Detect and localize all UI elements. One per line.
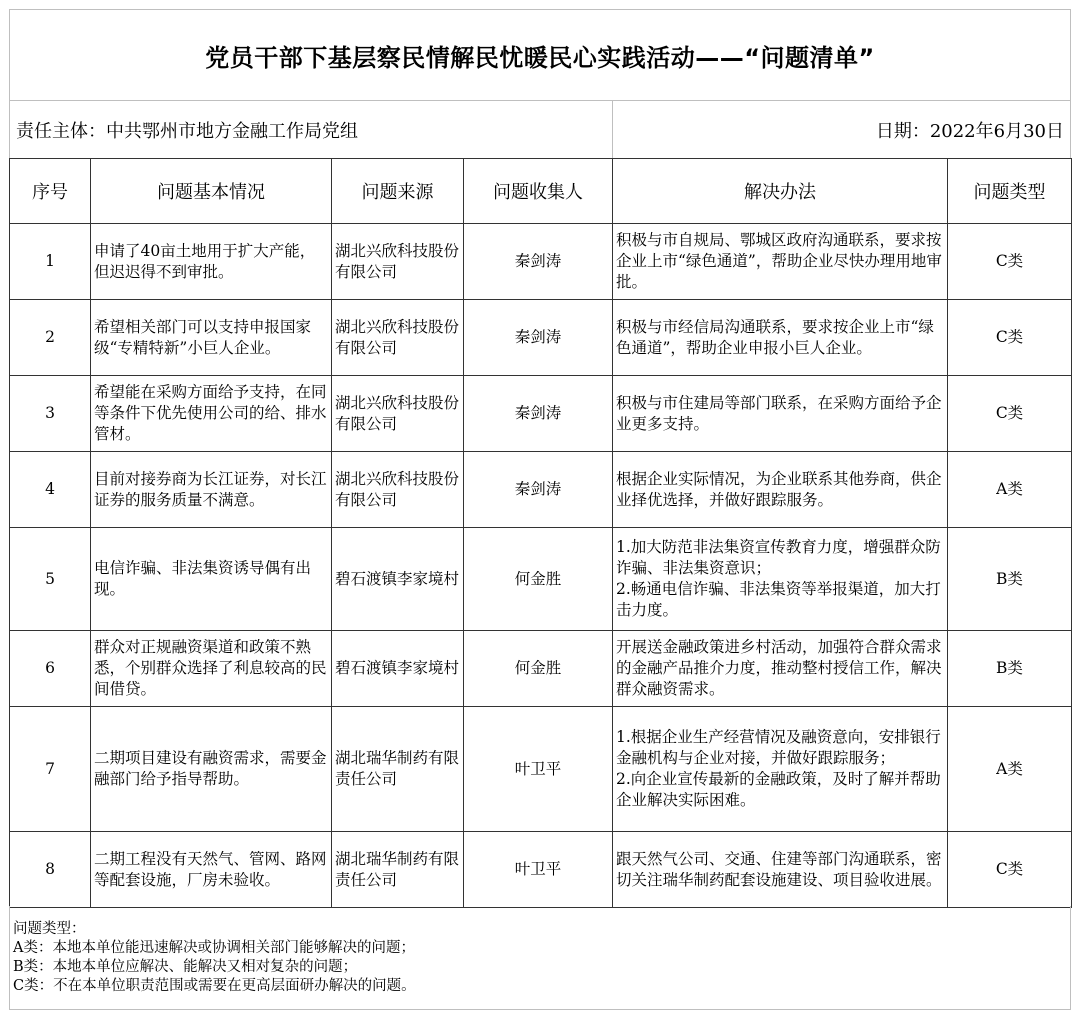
header-source: 问题来源 xyxy=(332,159,464,224)
cell-source: 湖北兴欣科技股份有限公司 xyxy=(332,452,464,528)
cell-solution: 开展送金融政策进乡村活动，加强符合群众需求的金融产品推介力度，推动整村授信工作，解决群众融资需求。 xyxy=(613,631,948,707)
cell-collector: 秦剑涛 xyxy=(464,224,613,300)
cell-source: 湖北兴欣科技股份有限公司 xyxy=(332,224,464,300)
header-type: 问题类型 xyxy=(948,159,1072,224)
cell-source: 碧石渡镇李家境村 xyxy=(332,528,464,631)
cell-type: A类 xyxy=(948,707,1072,832)
header-collector: 问题收集人 xyxy=(464,159,613,224)
table-row xyxy=(10,452,1072,528)
cell-no: 4 xyxy=(10,452,91,528)
note-type-c: C类：不在本单位职责范围或需要在更高层面研办解决的问题。 xyxy=(13,978,416,994)
note-type-b: B类：本地本单位应解决、能解决又相对复杂的问题； xyxy=(13,959,358,975)
cell-source: 湖北兴欣科技股份有限公司 xyxy=(332,300,464,376)
header-solution: 解决办法 xyxy=(613,159,948,224)
cell-type: A类 xyxy=(948,452,1072,528)
issue-table xyxy=(9,158,1072,908)
info-divider xyxy=(612,101,613,158)
cell-collector: 秦剑涛 xyxy=(464,452,613,528)
cell-issue: 希望能在采购方面给予支持，在同等条件下优先使用公司的给、排水管材。 xyxy=(91,376,332,452)
cell-type: C类 xyxy=(948,224,1072,300)
table-row xyxy=(10,224,1072,300)
cell-collector: 何金胜 xyxy=(464,528,613,631)
cell-source: 湖北兴欣科技股份有限公司 xyxy=(332,376,464,452)
cell-no: 2 xyxy=(10,300,91,376)
cell-collector: 何金胜 xyxy=(464,631,613,707)
cell-issue: 群众对正规融资渠道和政策不熟悉，个别群众选择了利息较高的民间借贷。 xyxy=(91,631,332,707)
cell-issue: 电信诈骗、非法集资诱导偶有出现。 xyxy=(91,528,332,631)
table-header-row xyxy=(10,159,1072,224)
cell-solution: 积极与市自规局、鄂城区政府沟通联系，要求按企业上市“绿色通道”，帮助企业尽快办理用地审批。 xyxy=(613,224,948,300)
cell-solution: 根据企业实际情况，为企业联系其他券商，供企业择优选择，并做好跟踪服务。 xyxy=(613,452,948,528)
cell-collector: 叶卫平 xyxy=(464,707,613,832)
notes-heading: 问题类型： xyxy=(13,921,86,937)
info-row xyxy=(9,100,1071,158)
table-row xyxy=(10,300,1072,376)
table-row xyxy=(10,376,1072,452)
page-title: 党员干部下基层察民情解民忧暖民心实践活动——“问题清单” xyxy=(205,43,875,72)
table-row xyxy=(10,631,1072,707)
cell-no: 5 xyxy=(10,528,91,631)
table-row xyxy=(10,528,1072,631)
cell-solution: 积极与市经信局沟通联系，要求按企业上市“绿色通道”，帮助企业申报小巨人企业。 xyxy=(613,300,948,376)
report-sheet xyxy=(9,9,1071,908)
cell-no: 3 xyxy=(10,376,91,452)
cell-no: 8 xyxy=(10,832,91,908)
cell-issue: 申请了40亩土地用于扩大产能，但迟迟得不到审批。 xyxy=(91,224,332,300)
cell-solution: 积极与市住建局等部门联系，在采购方面给予企业更多支持。 xyxy=(613,376,948,452)
cell-issue: 二期项目建设有融资需求，需要金融部门给予指导帮助。 xyxy=(91,707,332,832)
cell-type: B类 xyxy=(948,528,1072,631)
report-date: 日期：2022年6月30日 xyxy=(875,120,1064,142)
cell-solution: 跟天然气公司、交通、住建等部门沟通联系，密切关注瑞华制药配套设施建设、项目验收进展。 xyxy=(613,832,948,908)
cell-type: C类 xyxy=(948,832,1072,908)
note-type-a: A类：本地本单位能迅速解决或协调相关部门能够解决的问题； xyxy=(13,940,415,956)
table-row xyxy=(10,832,1072,908)
cell-collector: 叶卫平 xyxy=(464,832,613,908)
table-row xyxy=(10,707,1072,832)
notes-section xyxy=(9,906,1071,1010)
responsible-party: 责任主体：中共鄂州市地方金融工作局党组 xyxy=(16,120,358,142)
cell-source: 湖北瑞华制药有限责任公司 xyxy=(332,707,464,832)
cell-type: C类 xyxy=(948,300,1072,376)
cell-no: 7 xyxy=(10,707,91,832)
cell-type: B类 xyxy=(948,631,1072,707)
cell-type: C类 xyxy=(948,376,1072,452)
cell-issue: 希望相关部门可以支持申报国家级“专精特新”小巨人企业。 xyxy=(91,300,332,376)
cell-solution: 1.根据企业生产经营情况及融资意向，安排银行金融机构与企业对接，并做好跟踪服务； 2.向企业宣传最新的金融政策，及时了解并帮助企业解决实际困难。 xyxy=(613,707,948,832)
cell-solution: 1.加大防范非法集资宣传教育力度，增强群众防诈骗、非法集资意识； 2.畅通电信诈骗、非法集资等举报渠道，加大打击力度。 xyxy=(613,528,948,631)
cell-issue: 目前对接券商为长江证券，对长江证券的服务质量不满意。 xyxy=(91,452,332,528)
title-row xyxy=(9,9,1071,100)
header-no: 序号 xyxy=(10,159,91,224)
cell-collector: 秦剑涛 xyxy=(464,300,613,376)
cell-no: 6 xyxy=(10,631,91,707)
cell-issue: 二期工程没有天然气、管网、路网等配套设施，厂房未验收。 xyxy=(91,832,332,908)
cell-no: 1 xyxy=(10,224,91,300)
cell-source: 碧石渡镇李家境村 xyxy=(332,631,464,707)
cell-source: 湖北瑞华制药有限责任公司 xyxy=(332,832,464,908)
cell-collector: 秦剑涛 xyxy=(464,376,613,452)
header-issue: 问题基本情况 xyxy=(91,159,332,224)
